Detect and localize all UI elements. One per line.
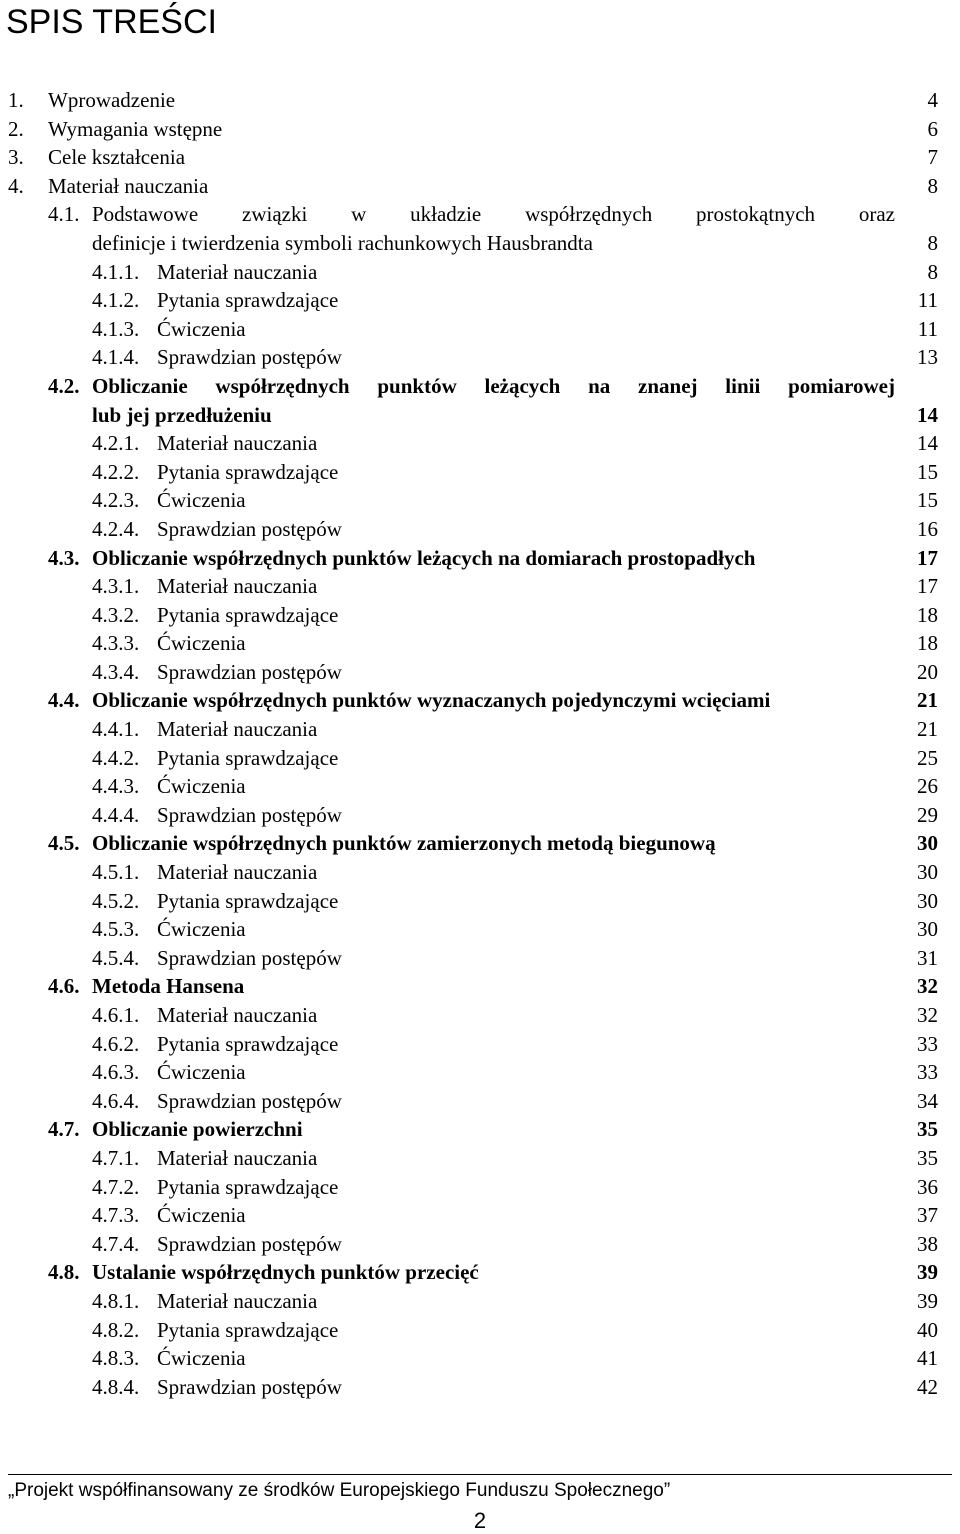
toc-entry[interactable] xyxy=(0,286,960,315)
toc-entry[interactable] xyxy=(0,601,960,630)
page-number: 2 xyxy=(473,1508,487,1533)
toc-entry-page: 31 xyxy=(917,945,938,970)
toc-entry-label: Obliczanie współrzędnych punktów zamierzonych metodą biegunową xyxy=(92,831,716,856)
toc-entry-label: Sprawdzian postępów xyxy=(157,802,342,827)
page-title: SPIS TREŚCI xyxy=(6,3,217,41)
toc-entry[interactable] xyxy=(0,1030,960,1059)
toc-entry[interactable] xyxy=(0,401,960,430)
toc-entry-label: Sprawdzian postępów xyxy=(157,516,342,541)
toc-entry[interactable] xyxy=(0,258,960,287)
toc-entry-label: Sprawdzian postępów xyxy=(157,1088,342,1113)
toc-entry[interactable] xyxy=(0,200,960,229)
toc-entry-page: 21 xyxy=(917,688,938,713)
toc-entry[interactable] xyxy=(0,1173,960,1202)
toc-entry-page: 11 xyxy=(917,288,938,313)
toc-entry[interactable] xyxy=(0,172,960,201)
toc-entry-number: 4.6.3. xyxy=(92,1060,140,1085)
toc-entry[interactable] xyxy=(0,1230,960,1259)
toc-entry-label: Materiał nauczania xyxy=(157,259,318,284)
toc-entry[interactable] xyxy=(0,1201,960,1230)
toc-entry[interactable] xyxy=(0,801,960,830)
toc-entry[interactable] xyxy=(0,944,960,973)
toc-entry-number: 4.8.4. xyxy=(92,1374,140,1399)
toc-entry[interactable] xyxy=(0,1258,960,1287)
toc-entry-number: 4.3.2. xyxy=(92,602,140,627)
toc-entry-page: 8 xyxy=(927,259,938,284)
toc-entry-label: Obliczanie powierzchni xyxy=(92,1117,303,1142)
toc-entry-label: Obliczanie współrzędnych punktów leżących na znanej linii pomiarowej xyxy=(92,373,895,398)
toc-entry-page: 32 xyxy=(917,974,938,999)
toc-entry-number: 2. xyxy=(8,116,24,141)
toc-entry-number: 3. xyxy=(8,145,24,170)
toc-entry-label: Ćwiczenia xyxy=(157,1346,246,1371)
toc-entry[interactable] xyxy=(0,744,960,773)
toc-entry-number: 4.8.3. xyxy=(92,1346,140,1371)
toc-entry-number: 4.7. xyxy=(48,1117,80,1142)
toc-entry-number: 4.4.3. xyxy=(92,774,140,799)
toc-entry-page: 8 xyxy=(927,230,938,255)
toc-entry-number: 4.6.4. xyxy=(92,1088,140,1113)
toc-entry-page: 14 xyxy=(917,431,938,456)
toc-entry-number: 4.6. xyxy=(48,974,80,999)
toc-entry-page: 15 xyxy=(917,459,938,484)
toc-entry[interactable] xyxy=(0,315,960,344)
toc-entry-number: 4.5.1. xyxy=(92,860,140,885)
toc-entry-number: 4.5.2. xyxy=(92,888,140,913)
toc-entry-page: 18 xyxy=(917,602,938,627)
toc-entry[interactable] xyxy=(0,229,960,258)
toc-entry-number: 4.1.1. xyxy=(92,259,140,284)
toc-entry-label: Metoda Hansena xyxy=(92,974,245,999)
toc-entry-number: 4.4. xyxy=(48,688,80,713)
toc-entry-page: 30 xyxy=(917,860,938,885)
toc-entry-label: Sprawdzian postępów xyxy=(157,1231,342,1256)
toc-entry-number: 4.7.3. xyxy=(92,1203,140,1228)
toc-entry-number: 4.4.1. xyxy=(92,717,140,742)
toc-entry-number: 4.2.4. xyxy=(92,516,140,541)
toc-entry-number: 4.2.3. xyxy=(92,488,140,513)
toc-entry-label: Ustalanie współrzędnych punktów przecięć xyxy=(92,1260,479,1285)
toc-entry-page: 36 xyxy=(917,1174,938,1199)
toc-entry-number: 4.5.4. xyxy=(92,945,140,970)
toc-entry[interactable] xyxy=(0,515,960,544)
toc-entry-page: 38 xyxy=(917,1231,938,1256)
toc-entry-label: definicje i twierdzenia symboli rachunkowych Hausbrandta xyxy=(92,230,593,255)
toc-entry-number: 4.3. xyxy=(48,545,80,570)
toc-entry-page: 35 xyxy=(917,1117,938,1142)
toc-entry-label: lub jej przedłużeniu xyxy=(92,402,272,427)
toc-entry-page: 33 xyxy=(917,1060,938,1085)
toc-entry-page: 13 xyxy=(917,345,938,370)
toc-entry-number: 4.7.2. xyxy=(92,1174,140,1199)
toc-entry-page: 30 xyxy=(917,917,938,942)
toc-entry-page: 39 xyxy=(917,1288,938,1313)
toc-entry[interactable] xyxy=(0,1115,960,1144)
toc-entry[interactable] xyxy=(0,858,960,887)
table-of-contents xyxy=(0,86,960,1401)
toc-entry-label: Pytania sprawdzające xyxy=(157,288,339,313)
toc-entry-label: Wymagania wstępne xyxy=(48,116,223,141)
toc-entry-label: Ćwiczenia xyxy=(157,1060,246,1085)
toc-entry[interactable] xyxy=(0,1144,960,1173)
footer-text: „Projekt współfinansowany ze środków Europejskiego Funduszu Społecznego” xyxy=(8,1480,671,1501)
toc-entry-page: 7 xyxy=(927,145,938,170)
toc-entry[interactable] xyxy=(0,143,960,172)
toc-entry-label: Wprowadzenie xyxy=(48,88,176,112)
toc-entry-label: Pytania sprawdzające xyxy=(157,745,339,770)
toc-entry-label: Materiał nauczania xyxy=(157,1003,318,1027)
toc-entry[interactable] xyxy=(0,458,960,487)
toc-entry[interactable] xyxy=(0,1316,960,1345)
toc-entry-page: 33 xyxy=(917,1031,938,1056)
toc-entry[interactable] xyxy=(0,772,960,801)
toc-entry-number: 4.6.1. xyxy=(92,1003,140,1027)
toc-entry-page: 17 xyxy=(917,545,938,570)
toc-entry-label: Podstawowe związki w układzie współrzędnych prostokątnych oraz xyxy=(92,202,895,227)
toc-entry-label: Ćwiczenia xyxy=(157,774,246,799)
toc-entry[interactable] xyxy=(0,372,960,401)
toc-entry-number: 4.5. xyxy=(48,831,80,856)
toc-entry[interactable] xyxy=(0,715,960,744)
toc-entry-label: Pytania sprawdzające xyxy=(157,888,339,913)
toc-entry-number: 4.2.2. xyxy=(92,459,140,484)
toc-entry-number: 4.8.2. xyxy=(92,1317,140,1342)
toc-entry-label: Pytania sprawdzające xyxy=(157,602,339,627)
toc-entry-number: 4.4.2. xyxy=(92,745,140,770)
toc-entry-number: 4.2. xyxy=(48,373,80,398)
toc-entry-number: 4.2.1. xyxy=(92,431,140,456)
toc-entry-number: 4. xyxy=(8,173,24,198)
toc-entry-label: Sprawdzian postępów xyxy=(157,345,342,370)
toc-entry-number: 4.1.2. xyxy=(92,288,140,313)
toc-entry[interactable] xyxy=(0,1001,960,1030)
toc-entry-number: 4.7.1. xyxy=(92,1145,140,1170)
toc-entry-label: Pytania sprawdzające xyxy=(157,1317,339,1342)
toc-entry-label: Sprawdzian postępów xyxy=(157,1374,342,1399)
toc-entry-page: 11 xyxy=(917,316,938,341)
toc-entry[interactable] xyxy=(0,544,960,573)
toc-entry[interactable] xyxy=(0,1058,960,1087)
toc-entry-label: Materiał nauczania xyxy=(48,173,209,198)
toc-entry-page: 17 xyxy=(917,574,938,599)
toc-entry-label: Materiał nauczania xyxy=(157,574,318,599)
toc-entry-label: Sprawdzian postępów xyxy=(157,659,342,684)
toc-entry-number: 4.1.4. xyxy=(92,345,140,370)
toc-entry[interactable] xyxy=(0,915,960,944)
toc-entry-page: 37 xyxy=(917,1203,938,1228)
toc-entry-page: 25 xyxy=(917,745,938,770)
toc-entry[interactable] xyxy=(0,486,960,515)
toc-entry-label: Ćwiczenia xyxy=(157,316,246,341)
toc-entry-label: Materiał nauczania xyxy=(157,431,318,456)
toc-entry[interactable] xyxy=(0,887,960,916)
toc-entry-page: 4 xyxy=(927,88,938,112)
toc-entry-number: 4.3.3. xyxy=(92,631,140,656)
toc-entry-label: Ćwiczenia xyxy=(157,488,246,513)
toc-entry-label: Pytania sprawdzające xyxy=(157,459,339,484)
toc-entry[interactable] xyxy=(0,86,960,115)
toc-entry-number: 4.1. xyxy=(48,202,80,227)
toc-entry-label: Obliczanie współrzędnych punktów leżących na domiarach prostopadłych xyxy=(92,545,756,570)
toc-entry-label: Materiał nauczania xyxy=(157,1145,318,1170)
toc-entry[interactable] xyxy=(0,1344,960,1373)
toc-entry[interactable] xyxy=(0,658,960,687)
toc-entry-number: 4.3.4. xyxy=(92,659,140,684)
toc-entry-label: Cele kształcenia xyxy=(48,145,186,170)
toc-entry-page: 35 xyxy=(917,1145,938,1170)
toc-entry[interactable] xyxy=(0,1373,960,1402)
toc-entry-number: 4.8. xyxy=(48,1260,80,1285)
toc-entry-label: Ćwiczenia xyxy=(157,917,246,942)
toc-entry-page: 8 xyxy=(927,173,938,198)
toc-entry-number: 4.7.4. xyxy=(92,1231,140,1256)
toc-entry-number: 4.5.3. xyxy=(92,917,140,942)
toc-entry[interactable] xyxy=(0,972,960,1001)
toc-entry-number: 4.4.4. xyxy=(92,802,140,827)
toc-entry-page: 32 xyxy=(917,1003,938,1027)
toc-entry[interactable] xyxy=(0,629,960,658)
toc-entry-number: 4.8.1. xyxy=(92,1288,140,1313)
toc-entry-page: 42 xyxy=(917,1374,938,1399)
toc-entry-page: 21 xyxy=(917,717,938,742)
toc-entry-page: 15 xyxy=(917,488,938,513)
toc-entry-page: 41 xyxy=(917,1346,938,1371)
toc-entry-label: Pytania sprawdzające xyxy=(157,1174,339,1199)
toc-entry[interactable] xyxy=(0,686,960,715)
toc-entry-page: 29 xyxy=(917,802,938,827)
toc-entry-label: Pytania sprawdzające xyxy=(157,1031,339,1056)
toc-entry[interactable] xyxy=(0,1287,960,1316)
toc-entry[interactable] xyxy=(0,829,960,858)
toc-entry-page: 16 xyxy=(917,516,938,541)
toc-entry-number: 4.3.1. xyxy=(92,574,140,599)
toc-entry-page: 20 xyxy=(917,659,938,684)
toc-entry-number: 4.1.3. xyxy=(92,316,140,341)
toc-entry-label: Ćwiczenia xyxy=(157,631,246,656)
toc-entry-label: Obliczanie współrzędnych punktów wyznaczanych pojedynczymi wcięciami xyxy=(92,688,771,713)
toc-entry-number: 4.6.2. xyxy=(92,1031,140,1056)
toc-entry-label: Ćwiczenia xyxy=(157,1203,246,1228)
toc-entry-page: 14 xyxy=(917,402,938,427)
toc-entry-page: 40 xyxy=(917,1317,938,1342)
toc-entry-page: 34 xyxy=(917,1088,938,1113)
toc-entry[interactable] xyxy=(0,1087,960,1116)
footer-divider xyxy=(8,1474,952,1475)
toc-entry-label: Materiał nauczania xyxy=(157,717,318,742)
toc-entry-label: Materiał nauczania xyxy=(157,860,318,885)
toc-entry-label: Materiał nauczania xyxy=(157,1288,318,1313)
toc-entry[interactable] xyxy=(0,115,960,144)
toc-entry-label: Sprawdzian postępów xyxy=(157,945,342,970)
toc-entry-page: 30 xyxy=(917,888,938,913)
toc-entry[interactable] xyxy=(0,572,960,601)
toc-entry-page: 30 xyxy=(917,831,938,856)
toc-entry-page: 6 xyxy=(927,116,938,141)
toc-entry[interactable] xyxy=(0,429,960,458)
toc-entry-page: 26 xyxy=(917,774,938,799)
toc-entry-number: 1. xyxy=(8,88,24,112)
toc-entry[interactable] xyxy=(0,343,960,372)
toc-entry-page: 18 xyxy=(917,631,938,656)
toc-entry-page: 39 xyxy=(917,1260,938,1285)
